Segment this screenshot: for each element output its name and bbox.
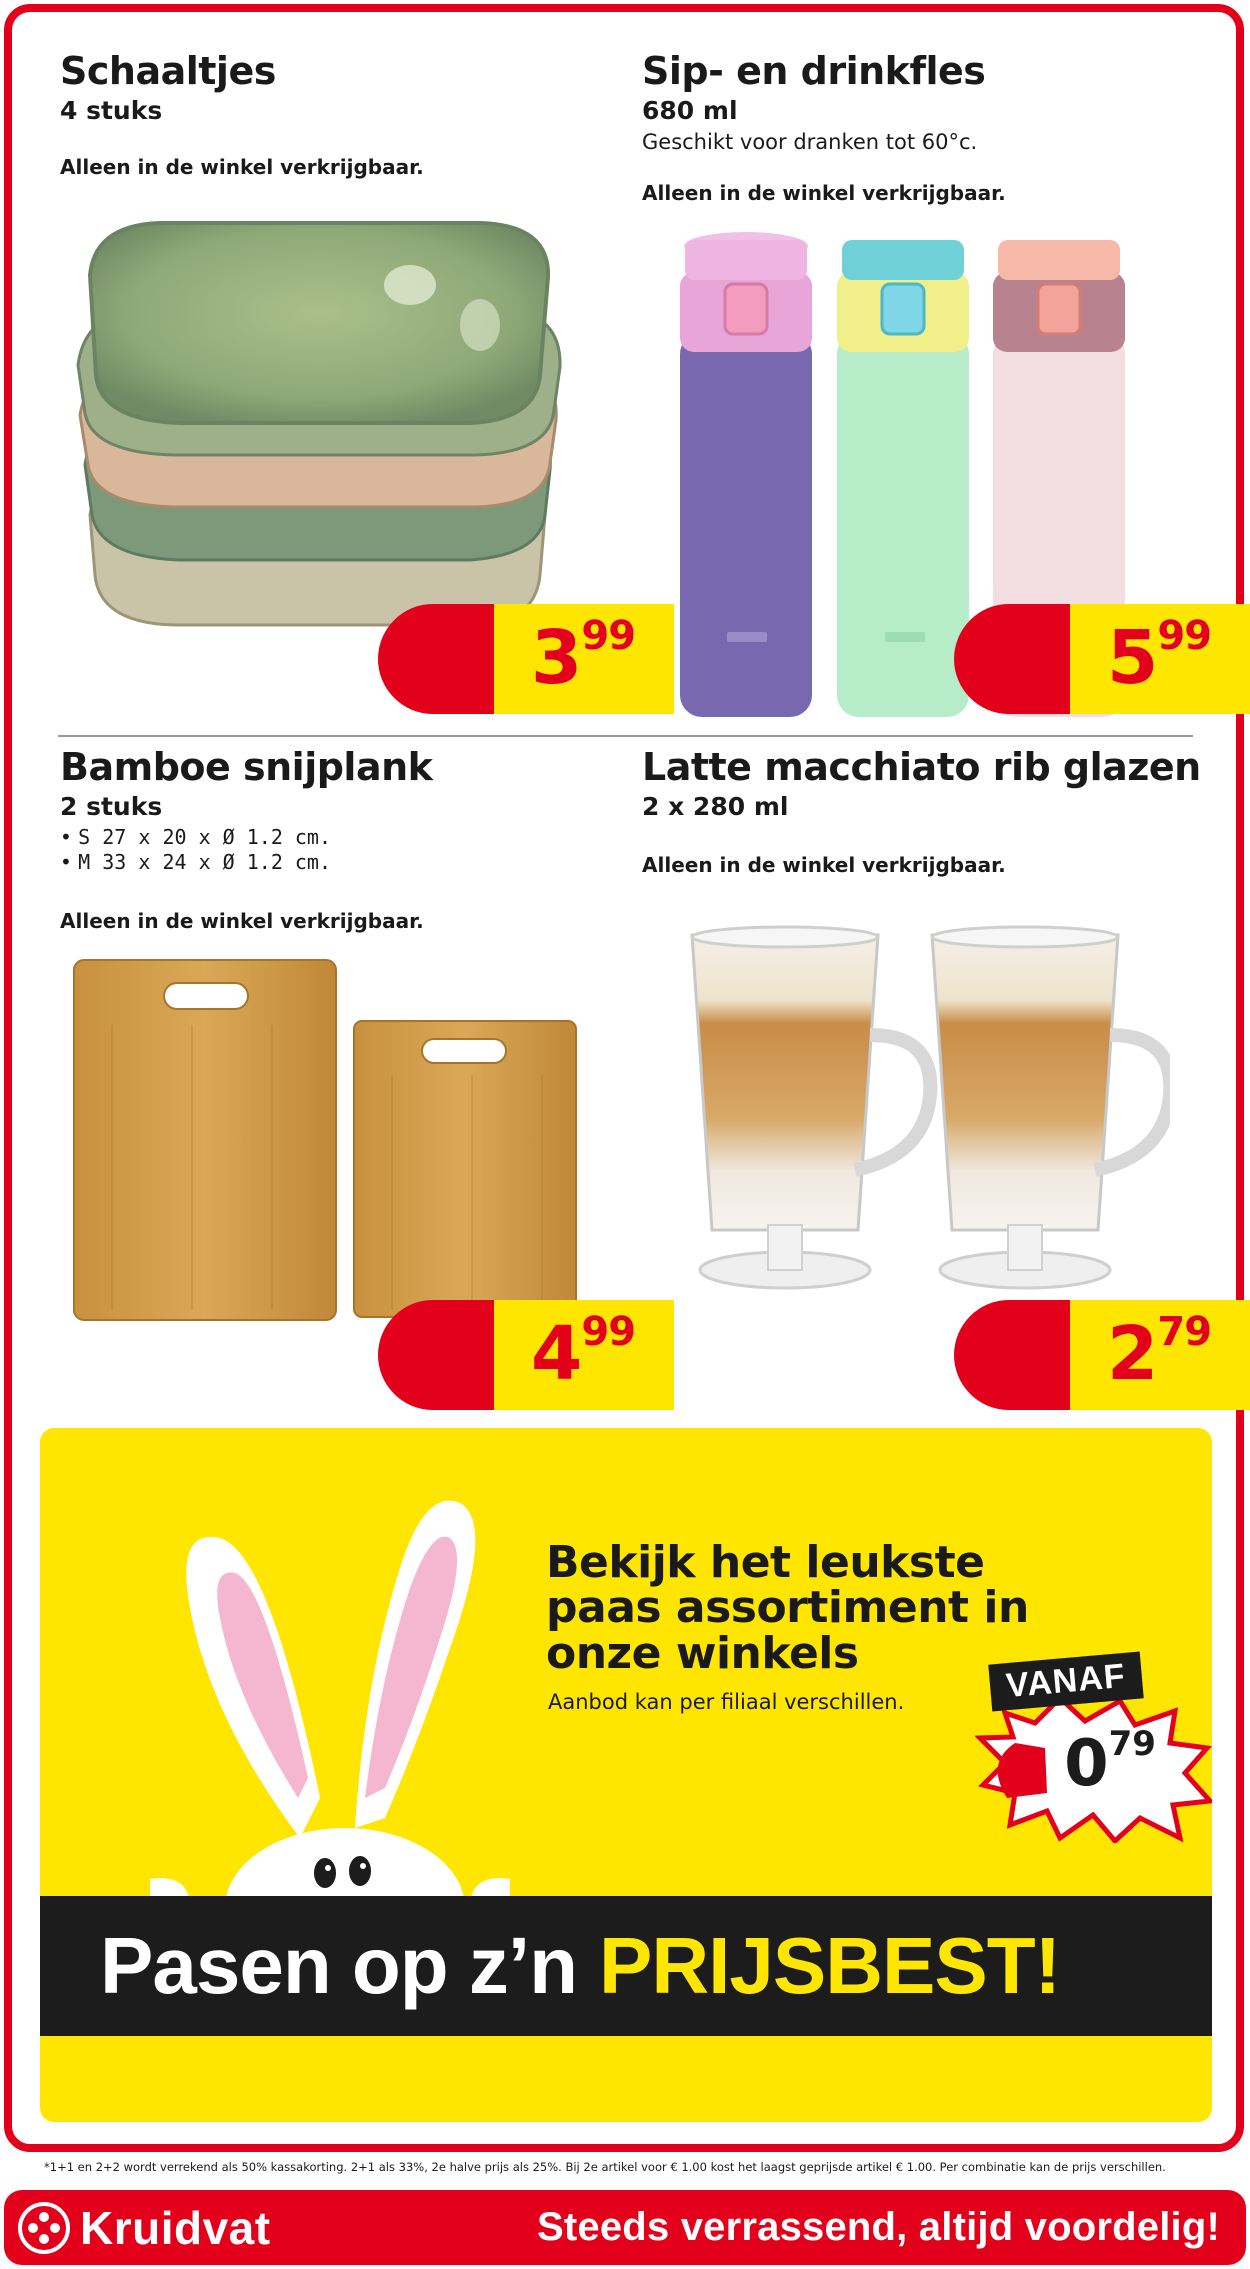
price-tag-drinkfles	[1012, 604, 1250, 714]
price-decimal: 79	[1108, 1724, 1156, 1764]
product-subtitle: 4 stuks	[60, 95, 163, 125]
product-availability-note: Alleen in de winkel verkrijgbaar.	[60, 908, 424, 933]
slogan-yellow-text: PRIJSBEST!	[598, 1921, 1061, 2010]
easter-banner[interactable]	[40, 1428, 1212, 2122]
price-whole: 4	[530, 1311, 580, 1397]
brand-name: Kruidvat	[80, 2201, 271, 2254]
product-title: Schaaltjes	[60, 49, 276, 93]
price-whole: 3	[530, 615, 580, 701]
product-subtitle: 680 ml	[642, 95, 738, 125]
bowls-image	[70, 215, 570, 635]
price-whole: 2	[1106, 1311, 1156, 1397]
banner-headline-line: Bekijk het leukste	[546, 1537, 985, 1588]
price-value	[488, 1306, 678, 1406]
section-divider	[58, 735, 1193, 737]
slogan-white-text: Pasen op z’n	[100, 1921, 577, 2010]
price-decimal: 79	[1157, 1309, 1212, 1355]
product-subtitle: 2 x 280 ml	[642, 791, 789, 821]
price-value	[1064, 1306, 1250, 1406]
footer-slogan: Steeds verrassend, altijd voordelig!	[537, 2205, 1220, 2249]
banner-headline-line: paas assortiment in	[546, 1582, 1029, 1634]
kruidvat-logo-icon	[16, 2200, 72, 2256]
price-whole: 5	[1106, 615, 1156, 701]
product-subtitle: 2 stuks	[60, 791, 163, 821]
price-whole: 0	[1064, 1727, 1107, 1801]
vanaf-label: VANAF	[988, 1651, 1143, 1711]
product-availability-note: Alleen in de winkel verkrijgbaar.	[60, 154, 424, 179]
product-title: Bamboe snijplank	[60, 745, 433, 789]
price-tag-schaaltjes	[436, 604, 674, 714]
price-tag-snijplank	[436, 1300, 674, 1410]
banner-headline	[546, 1537, 1066, 1679]
product-size-list	[60, 825, 620, 875]
cutting-boards-image	[72, 955, 582, 1325]
latte-glasses-image	[680, 925, 1170, 1305]
banner-headline-line: onze winkels	[546, 1627, 859, 1679]
banner-price	[1040, 1718, 1180, 1818]
price-tag-latte-glazen	[1012, 1300, 1250, 1410]
product-drinkfles	[642, 49, 1202, 206]
product-latte-glazen	[642, 745, 1212, 877]
price-decimal: 99	[581, 613, 636, 659]
banner-subtext: Aanbod kan per filiaal verschillen.	[548, 1690, 905, 1714]
price-decimal: 99	[581, 1309, 636, 1355]
footnote: *1+1 en 2+2 wordt verrekend als 50% kassakorting. 2+1 als 33%, 2e halve prijs als 25%. Bij 2e artikel voor € 1.00 kost het laagst geprijsde artikel € 1.00. Per combinatie kan de prijs verschillen.	[44, 2160, 1166, 2174]
product-availability-note: Alleen in de winkel verkrijgbaar.	[642, 181, 1006, 206]
price-decimal: 99	[1157, 613, 1212, 659]
product-title: Sip- en drinkfles	[642, 49, 986, 93]
price-value	[488, 610, 678, 710]
banner-slogan-strip	[40, 1896, 1212, 2036]
price-value	[1064, 610, 1250, 710]
bunny-illustration	[150, 1468, 510, 1908]
size-bullet: • M 33 x 24 x Ø 1.2 cm.	[60, 850, 620, 875]
product-description: Geschikt voor dranken tot 60°c.	[642, 129, 978, 154]
product-availability-note: Alleen in de winkel verkrijgbaar.	[642, 852, 1006, 877]
footer-bar	[4, 2190, 1246, 2265]
size-bullet: • S 27 x 20 x Ø 1.2 cm.	[60, 825, 620, 850]
product-schaaltjes	[60, 49, 600, 179]
brand-logo[interactable]	[16, 2200, 271, 2256]
product-snijplank	[60, 745, 620, 933]
product-title: Latte macchiato rib glazen	[642, 745, 1201, 789]
